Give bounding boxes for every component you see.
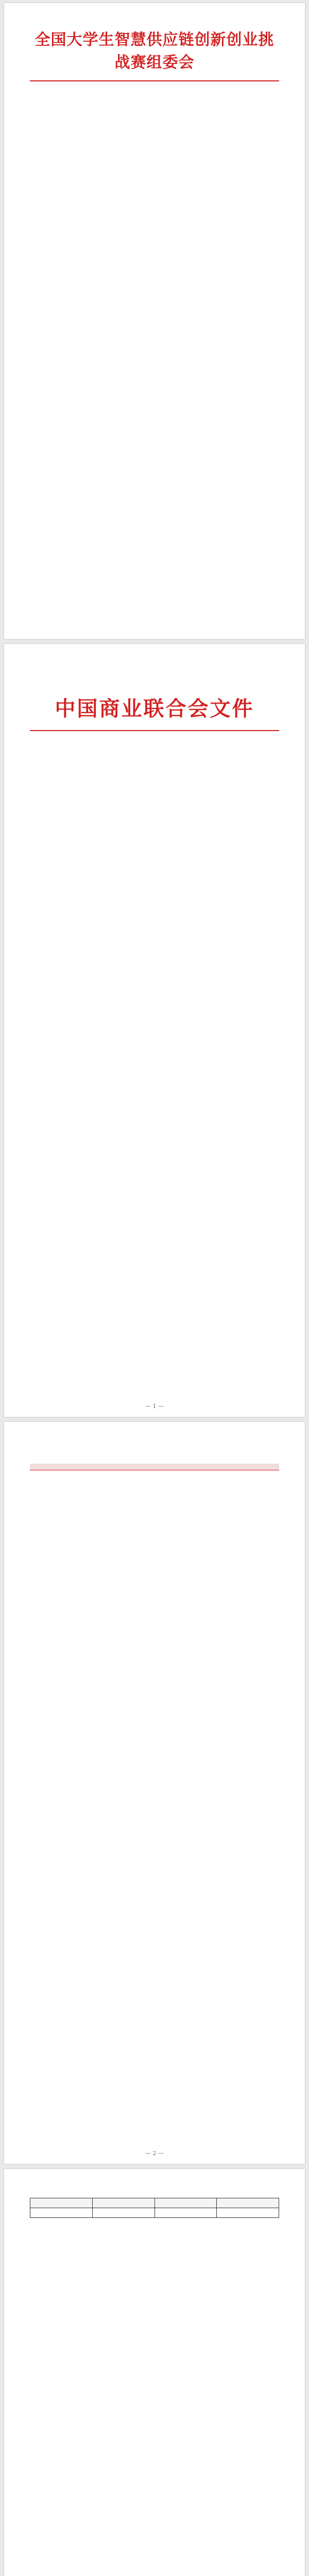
section-paragraph	[30, 2225, 279, 2231]
table-row	[30, 2208, 279, 2218]
table-cell	[217, 2208, 279, 2218]
organizer-list	[30, 1451, 279, 1456]
page-number: — 1 —	[145, 1403, 164, 1410]
table-cell	[30, 2208, 93, 2218]
body-paragraph	[30, 2187, 279, 2193]
red-divider	[30, 730, 279, 731]
body-paragraph	[30, 1439, 279, 1446]
table-cell	[92, 2208, 154, 2218]
document-page-4	[4, 2169, 305, 2576]
intro-paragraph	[30, 92, 279, 97]
competition-table	[30, 2198, 279, 2218]
table-header-cell	[92, 2198, 154, 2208]
org-header-title: 全国大学生智慧供应链创新创业挑战赛组委会	[35, 31, 274, 72]
page-number: — 2 —	[145, 2150, 164, 2157]
table-cell	[154, 2208, 217, 2218]
body-paragraph	[30, 741, 279, 748]
table-header-cell	[217, 2198, 279, 2208]
red-divider	[30, 80, 279, 81]
organizer-item	[30, 103, 279, 108]
table-header-cell	[30, 2198, 93, 2208]
organizer-item	[30, 1451, 279, 1456]
org-header-title: 中国商业联合会文件	[55, 697, 254, 721]
table-header-row	[30, 2198, 279, 2208]
section-paragraph	[30, 115, 279, 121]
highlighted-paragraph	[30, 1464, 279, 1470]
document-page-1	[4, 3, 305, 639]
organizer-list	[30, 103, 279, 108]
table-header-cell	[154, 2198, 217, 2208]
document-page-2	[4, 644, 305, 1417]
document-page-3	[4, 1422, 305, 2164]
